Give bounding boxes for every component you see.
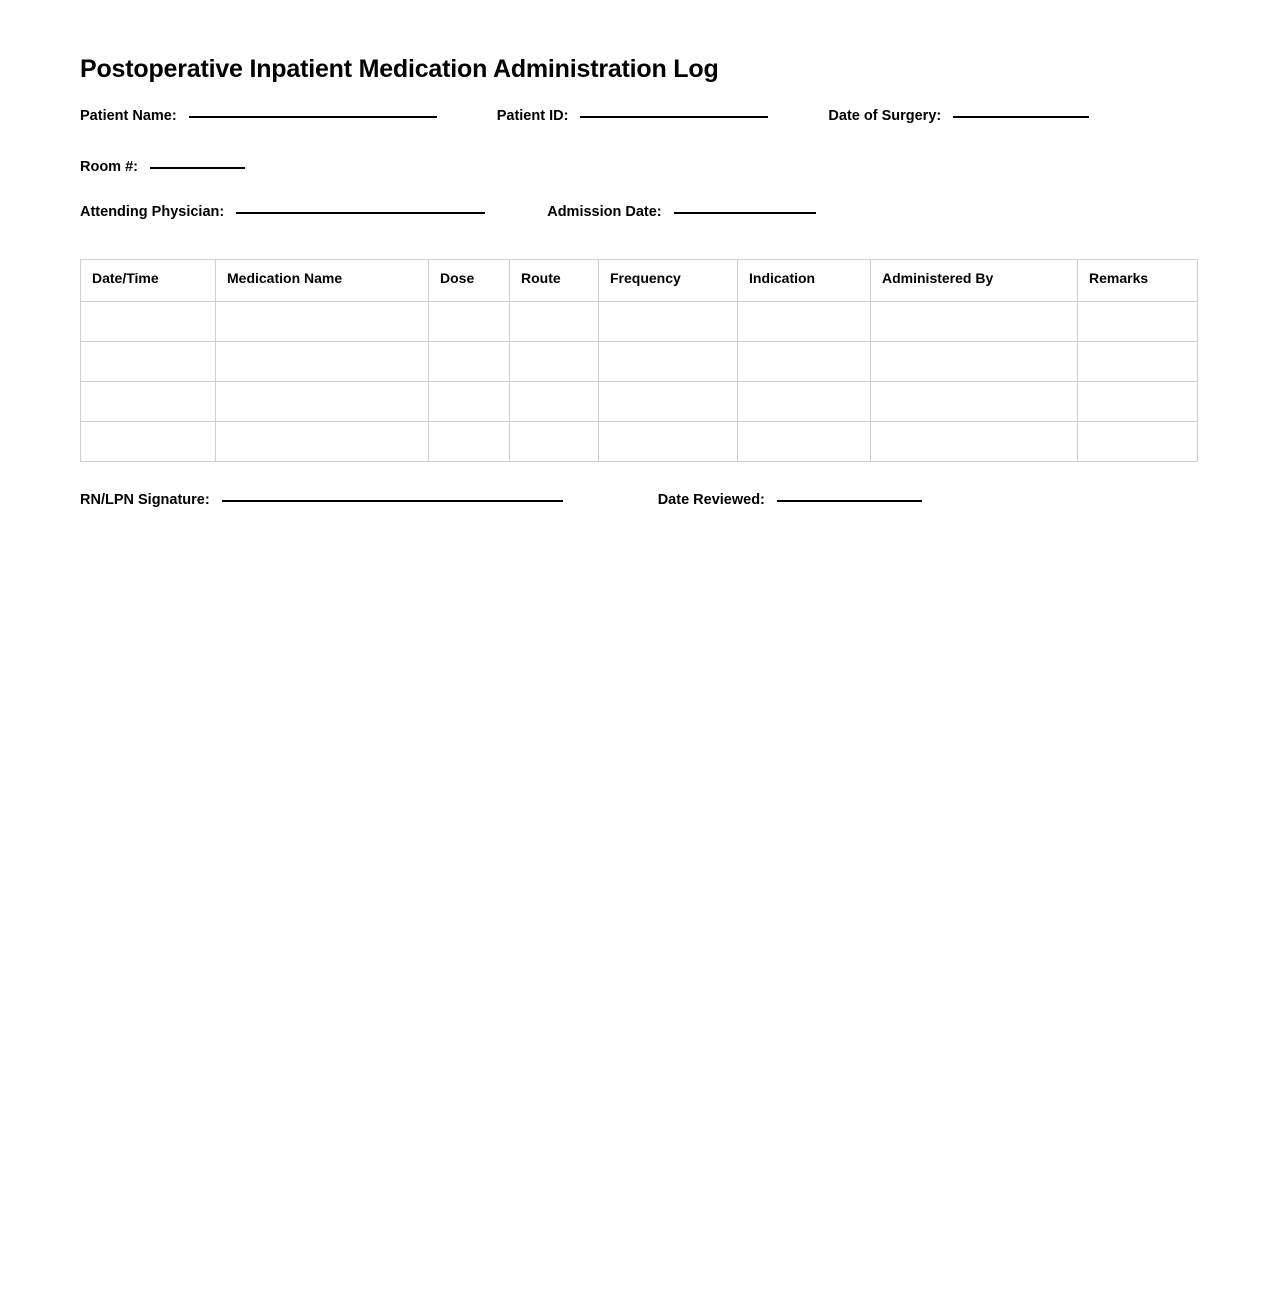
date-of-surgery-field[interactable]	[828, 108, 1089, 125]
cell-date-time[interactable]	[81, 381, 216, 421]
cell-dose[interactable]	[429, 381, 510, 421]
admission-date-input-line[interactable]	[674, 212, 816, 214]
attending-physician-label: Attending Physician:	[80, 204, 225, 221]
patient-id-field[interactable]	[497, 108, 769, 125]
column-header-remarks: Remarks	[1078, 259, 1198, 301]
cell-administered-by[interactable]	[871, 421, 1078, 461]
cell-route[interactable]	[510, 381, 599, 421]
cell-frequency[interactable]	[599, 421, 738, 461]
room-number-input-line[interactable]	[150, 167, 245, 169]
cell-medication-name[interactable]	[216, 341, 429, 381]
patient-name-field[interactable]	[80, 108, 437, 125]
cell-medication-name[interactable]	[216, 381, 429, 421]
cell-medication-name[interactable]	[216, 301, 429, 341]
column-header-frequency: Frequency	[599, 259, 738, 301]
cell-indication[interactable]	[738, 341, 871, 381]
signature-row	[80, 492, 1198, 509]
date-of-surgery-label: Date of Surgery:	[828, 107, 942, 124]
date-of-surgery-input-line[interactable]	[953, 116, 1089, 118]
cell-administered-by[interactable]	[871, 341, 1078, 381]
patient-info-row-3	[80, 204, 1198, 221]
column-header-date-time: Date/Time	[81, 259, 216, 301]
cell-date-time[interactable]	[81, 421, 216, 461]
cell-medication-name[interactable]	[216, 421, 429, 461]
patient-name-input-line[interactable]	[189, 116, 437, 118]
cell-administered-by[interactable]	[871, 381, 1078, 421]
patient-info-row-2	[80, 159, 1198, 176]
cell-dose[interactable]	[429, 301, 510, 341]
patient-id-input-line[interactable]	[580, 116, 768, 118]
rn-lpn-signature-label: RN/LPN Signature:	[80, 491, 210, 508]
cell-indication[interactable]	[738, 381, 871, 421]
cell-route[interactable]	[510, 341, 599, 381]
cell-remarks[interactable]	[1078, 341, 1198, 381]
cell-indication[interactable]	[738, 421, 871, 461]
column-header-indication: Indication	[738, 259, 871, 301]
cell-route[interactable]	[510, 421, 599, 461]
table-header	[81, 259, 1198, 301]
admission-date-label: Admission Date:	[547, 204, 662, 221]
cell-dose[interactable]	[429, 421, 510, 461]
table-row	[81, 341, 1198, 381]
cell-dose[interactable]	[429, 341, 510, 381]
table-row	[81, 381, 1198, 421]
rn-lpn-signature-input-line[interactable]	[222, 500, 563, 502]
column-header-medication-name: Medication Name	[216, 259, 429, 301]
cell-frequency[interactable]	[599, 341, 738, 381]
attending-physician-input-line[interactable]	[236, 212, 485, 214]
cell-frequency[interactable]	[599, 381, 738, 421]
cell-remarks[interactable]	[1078, 301, 1198, 341]
cell-remarks[interactable]	[1078, 421, 1198, 461]
date-reviewed-label: Date Reviewed:	[657, 491, 765, 508]
date-reviewed-input-line[interactable]	[777, 500, 922, 502]
room-number-field[interactable]	[80, 159, 245, 176]
cell-frequency[interactable]	[599, 301, 738, 341]
column-header-administered-by: Administered By	[871, 259, 1078, 301]
date-reviewed-field[interactable]	[658, 492, 922, 509]
table-body	[81, 301, 1198, 461]
attending-physician-field[interactable]	[80, 204, 485, 221]
cell-date-time[interactable]	[81, 301, 216, 341]
room-number-label: Room #:	[80, 158, 138, 175]
cell-administered-by[interactable]	[871, 301, 1078, 341]
column-header-dose: Dose	[429, 259, 510, 301]
cell-remarks[interactable]	[1078, 381, 1198, 421]
rn-lpn-signature-field[interactable]	[80, 492, 563, 509]
patient-name-label: Patient Name:	[80, 107, 177, 124]
patient-info-row-1	[80, 108, 1198, 125]
table-header-row	[81, 259, 1198, 301]
page-title: Postoperative Inpatient Medication Administration Log	[80, 55, 719, 83]
cell-date-time[interactable]	[81, 341, 216, 381]
medication-administration-table	[80, 259, 1198, 462]
table-row	[81, 301, 1198, 341]
patient-id-label: Patient ID:	[496, 107, 569, 124]
cell-indication[interactable]	[738, 301, 871, 341]
column-header-route: Route	[510, 259, 599, 301]
table-row	[81, 421, 1198, 461]
admission-date-field[interactable]	[547, 204, 815, 221]
cell-route[interactable]	[510, 301, 599, 341]
